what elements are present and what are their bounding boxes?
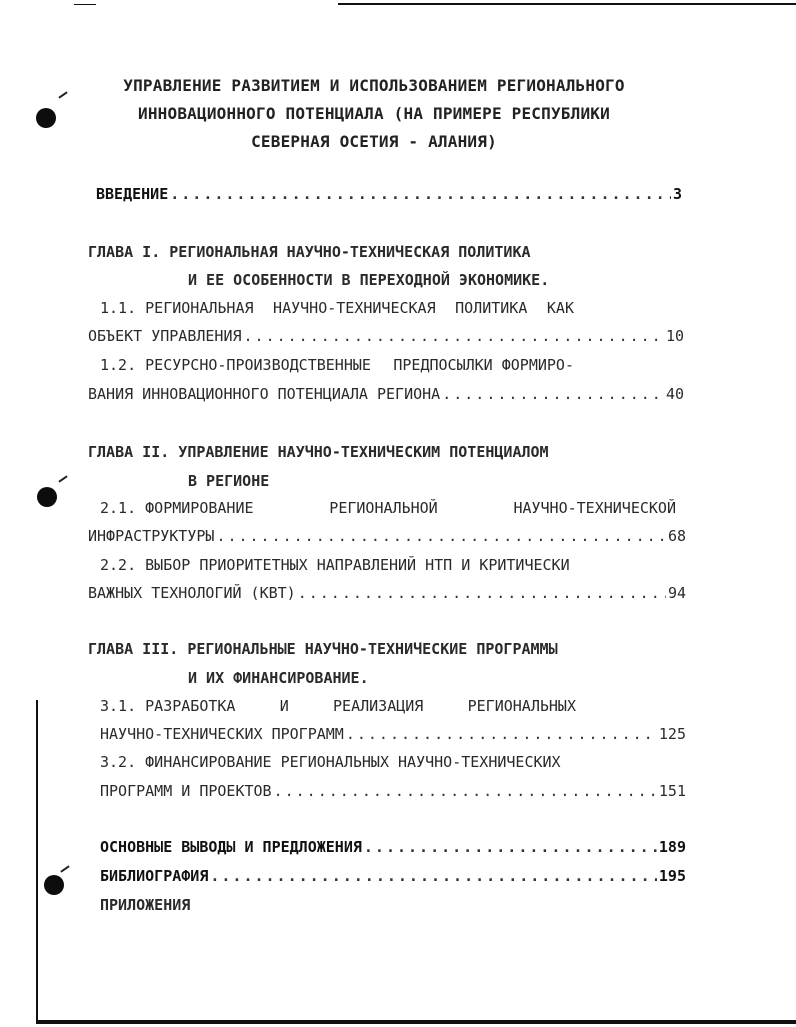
dot-leader xyxy=(170,185,671,203)
punch-hole-icon xyxy=(44,875,64,895)
toc-page-number: 151 xyxy=(658,782,686,800)
toc-entry-section[interactable] xyxy=(88,527,686,545)
dot-leader xyxy=(346,725,657,743)
toc-page-number: 40 xyxy=(665,385,684,403)
pen-mark-icon xyxy=(60,865,69,872)
toc-section-line: 1.2. РЕСУРСНО-ПРОИЗВОДСТВЕННЫЕ ПРЕДПОСЫЛКИ ФОРМИРО- xyxy=(100,356,574,374)
chapter-heading-cont: И ЕЕ ОСОБЕННОСТИ В ПЕРЕХОДНОЙ ЭКОНОМИКЕ. xyxy=(188,271,550,289)
toc-label: ВВЕДЕНИЕ xyxy=(96,185,169,203)
dot-leader xyxy=(244,327,664,345)
toc-entry-section[interactable] xyxy=(88,385,684,403)
toc-label: БИБЛИОГРАФИЯ xyxy=(100,867,209,885)
top-edge-line xyxy=(338,3,796,5)
toc-page-number: 10 xyxy=(665,327,684,345)
dot-leader xyxy=(210,867,657,885)
toc-page-number: 3 xyxy=(672,185,682,203)
chapter-heading-cont: И ИХ ФИНАНСИРОВАНИЕ. xyxy=(188,669,369,687)
toc-label: ИНФРАСТРУКТУРЫ xyxy=(88,527,215,545)
dot-leader xyxy=(364,838,657,856)
toc-page-number: 189 xyxy=(658,838,686,856)
toc-section-line: 2.2. ВЫБОР ПРИОРИТЕТНЫХ НАПРАВЛЕНИЙ НТП И КРИТИЧЕСКИ xyxy=(100,556,570,574)
toc-label: НАУЧНО-ТЕХНИЧЕСКИХ ПРОГРАММ xyxy=(100,725,344,743)
top-edge-line xyxy=(74,4,96,5)
toc-entry-section[interactable] xyxy=(88,584,686,602)
toc-page-number: 195 xyxy=(658,867,686,885)
toc-entry-conclusions[interactable] xyxy=(100,838,686,856)
toc-section-line: 3.2. ФИНАНСИРОВАНИЕ РЕГИОНАЛЬНЫХ НАУЧНО-ТЕХНИЧЕСКИХ xyxy=(100,753,561,771)
toc-entry-section[interactable] xyxy=(100,782,686,800)
pen-mark-icon xyxy=(58,91,67,98)
chapter-heading-cont: В РЕГИОНЕ xyxy=(188,472,270,490)
pen-mark-icon xyxy=(58,475,67,482)
chapter-heading: ГЛАВА I. РЕГИОНАЛЬНАЯ НАУЧНО-ТЕХНИЧЕСКАЯ ПОЛИТИКА xyxy=(88,243,531,261)
toc-label: ОСНОВНЫЕ ВЫВОДЫ И ПРЕДЛОЖЕНИЯ xyxy=(100,838,362,856)
toc-section-line: 1.1. РЕГИОНАЛЬНАЯ НАУЧНО-ТЕХНИЧЕСКАЯ ПОЛИТИКА КАК xyxy=(100,299,574,317)
dot-leader xyxy=(216,527,666,545)
toc-entry-appendices[interactable]: ПРИЛОЖЕНИЯ xyxy=(100,896,191,914)
toc-label: ПРОГРАММ И ПРОЕКТОВ xyxy=(100,782,272,800)
title-line-2: ИННОВАЦИОННОГО ПОТЕНЦИАЛА (НА ПРИМЕРЕ РЕСПУБЛИКИ xyxy=(138,104,610,123)
toc-section-line: 3.1. РАЗРАБОТКА И РЕАЛИЗАЦИЯ РЕГИОНАЛЬНЫХ xyxy=(100,697,576,715)
toc-entry-bibliography[interactable] xyxy=(100,867,686,885)
title-line-3: СЕВЕРНАЯ ОСЕТИЯ - АЛАНИЯ) xyxy=(251,132,497,151)
toc-page-number: 125 xyxy=(658,725,686,743)
dot-leader xyxy=(442,385,664,403)
bottom-edge-line xyxy=(36,1020,796,1024)
toc-label: ОБЪЕКТ УПРАВЛЕНИЯ xyxy=(88,327,242,345)
chapter-heading: ГЛАВА III. РЕГИОНАЛЬНЫЕ НАУЧНО-ТЕХНИЧЕСКИЕ ПРОГРАММЫ xyxy=(88,640,558,658)
toc-page-number: 68 xyxy=(667,527,686,545)
dot-leader xyxy=(298,584,666,602)
left-edge-line xyxy=(36,700,38,1022)
punch-hole-icon xyxy=(36,108,56,128)
chapter-heading: ГЛАВА II. УПРАВЛЕНИЕ НАУЧНО-ТЕХНИЧЕСКИМ ПОТЕНЦИАЛОМ xyxy=(88,443,549,461)
toc-section-line: 2.1. ФОРМИРОВАНИЕ РЕГИОНАЛЬНОЙ НАУЧНО-ТЕХНИЧЕСКОЙ xyxy=(100,499,676,517)
toc-entry-intro[interactable] xyxy=(96,185,682,203)
toc-page-number: 94 xyxy=(667,584,686,602)
title-line-1: УПРАВЛЕНИЕ РАЗВИТИЕМ И ИСПОЛЬЗОВАНИЕМ РЕГИОНАЛЬНОГО xyxy=(123,76,625,95)
toc-entry-section[interactable] xyxy=(88,327,684,345)
toc-label: ВАНИЯ ИННОВАЦИОННОГО ПОТЕНЦИАЛА РЕГИОНА xyxy=(88,385,441,403)
document-title xyxy=(100,72,648,156)
punch-hole-icon xyxy=(37,487,57,507)
dot-leader xyxy=(274,782,657,800)
toc-entry-section[interactable] xyxy=(100,725,686,743)
toc-label: ВАЖНЫХ ТЕХНОЛОГИЙ (КВТ) xyxy=(88,584,296,602)
